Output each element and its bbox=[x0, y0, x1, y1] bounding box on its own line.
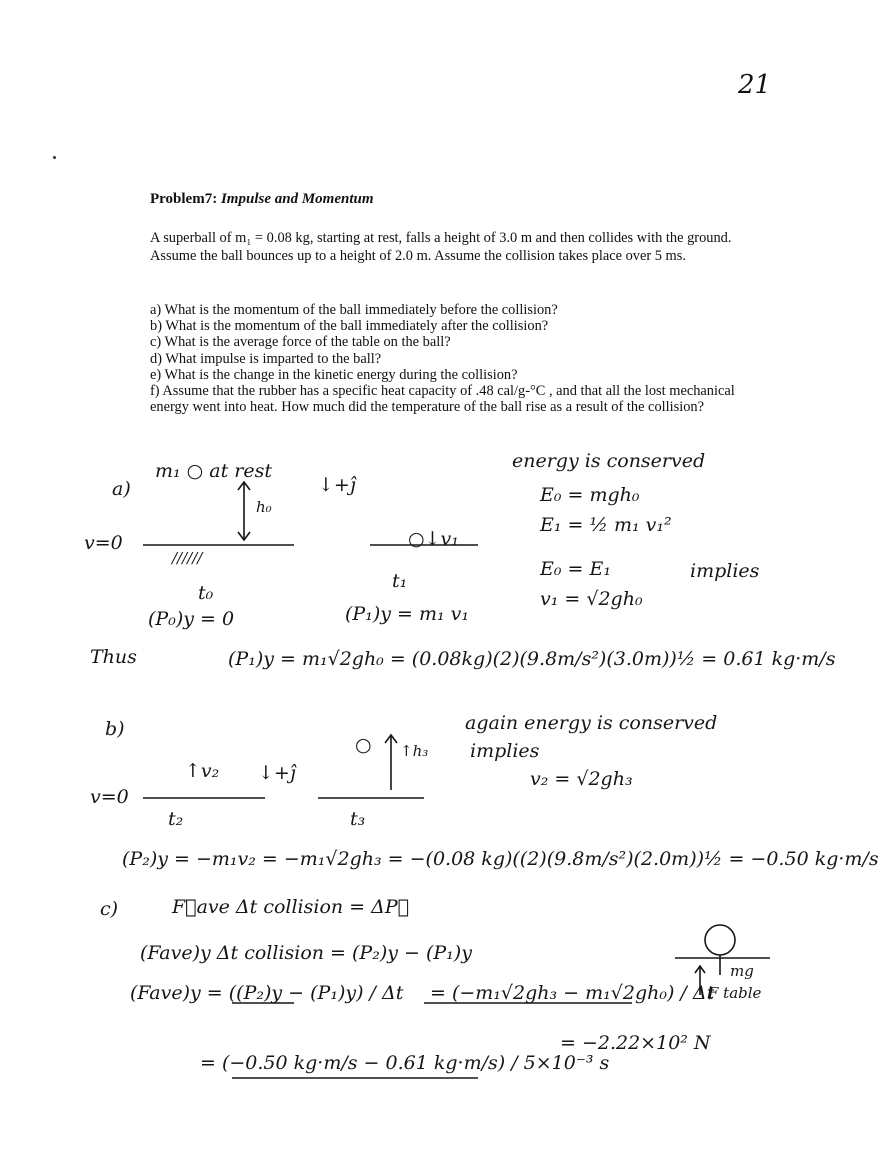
mass-at-rest: m₁ ○ at rest bbox=[155, 460, 273, 482]
velocity-v1-eq: v₁ = √2gh₀ bbox=[540, 588, 643, 610]
thus-label: Thus bbox=[90, 646, 137, 668]
problem-number: 7: bbox=[204, 191, 218, 207]
impulse-y-component: (Fave)y Δt collision = (P₂)y − (P₁)y bbox=[140, 942, 472, 964]
solution-b-label: b) bbox=[105, 718, 125, 740]
page-number: 21 bbox=[738, 70, 772, 100]
energy-e1: E₁ = ½ m₁ v₁² bbox=[540, 514, 672, 536]
time-t2: t₂ bbox=[168, 808, 184, 830]
force-formula: (Fave)y = ((P₂)y − (P₁)y) / Δt bbox=[130, 982, 404, 1004]
implies-a: implies bbox=[690, 560, 760, 582]
question-f: f) Assume that the rubber has a specific heat capacity of .48 cal/g-°C , and that all the lost mechanical energy went into heat. How much did the temperature of the ball rise as a result of the collision? bbox=[150, 383, 735, 416]
problem-label: Problem bbox=[150, 191, 205, 207]
energy-e0: E₀ = mgh₀ bbox=[540, 484, 640, 506]
ball-top-b: ○ bbox=[355, 734, 372, 756]
axis-label-b: ↓+ĵ bbox=[258, 762, 296, 784]
question-b: b) What is the momentum of the ball immediately after the collision? bbox=[150, 318, 549, 335]
force-formula-sub: = (−m₁√2gh₃ − m₁√2gh₀) / Δt bbox=[430, 982, 715, 1004]
problem-topic: Impulse and Momentum bbox=[220, 191, 374, 207]
question-d: d) What impulse is imparted to the ball? bbox=[150, 350, 382, 367]
problem-statement: A superball of m₁ = 0.08 kg, starting at rest, falls a height of 3.0 m and then collides with the ground. Assume the ball bounces up to a height of 2.0 m. Assume the collision takes place over 5 ms. bbox=[150, 230, 732, 264]
ball-velocity-v2: ↑v₂ bbox=[185, 760, 220, 782]
solution-a-label: a) bbox=[112, 478, 131, 500]
fbd-ball bbox=[705, 925, 735, 955]
momentum-p1: (P₁)y = m₁ v₁ bbox=[345, 603, 469, 625]
time-t1: t₁ bbox=[392, 570, 408, 592]
velocity-v2-eq: v₂ = √2gh₃ bbox=[530, 768, 633, 790]
answer-c: = −2.22×10² N bbox=[560, 1032, 711, 1054]
question-c: c) What is the average force of the table on the ball? bbox=[150, 334, 451, 351]
energy-equality: E₀ = E₁ bbox=[540, 558, 611, 580]
axis-label-a: ↓+ĵ bbox=[318, 474, 356, 496]
energy-conserved-note-a: energy is conserved bbox=[512, 450, 706, 472]
question-e: e) What is the change in the kinetic energy during the collision? bbox=[150, 366, 518, 383]
initial-velocity-a: v=0 bbox=[84, 532, 123, 554]
force-numeric: = (−0.50 kg·m/s − 0.61 kg·m/s) / 5×10⁻³ s bbox=[200, 1052, 610, 1074]
energy-conserved-note-b: again energy is conserved bbox=[465, 712, 718, 734]
implies-b: implies bbox=[470, 740, 540, 762]
question-a: a) What is the momentum of the ball immediately before the collision? bbox=[150, 302, 558, 318]
answer-b: (P₂)y = −m₁v₂ = −m₁√2gh₃ = −(0.08 kg)((2)(9.8m/s²)(2.0m))½ = −0.50 kg·m/s bbox=[122, 848, 879, 870]
time-t0: t₀ bbox=[198, 582, 214, 604]
fbd-table-force-label: F table bbox=[708, 984, 762, 1002]
fbd-weight-label: mg bbox=[730, 962, 754, 980]
ground-hatch: ////// bbox=[172, 549, 203, 567]
answer-a: (P₁)y = m₁√2gh₀ = (0.08kg)(2)(9.8m/s²)(3.0m))½ = 0.61 kg·m/s bbox=[228, 648, 836, 670]
impulse-definition: F⃗ave Δt collision = ΔP⃗ bbox=[172, 896, 410, 918]
height-h0-label: h₀ bbox=[256, 498, 272, 516]
time-t3: t₃ bbox=[350, 808, 366, 830]
initial-velocity-b: v=0 bbox=[90, 786, 129, 808]
height-h3-label: ↑h₃ bbox=[400, 742, 429, 760]
momentum-p0: (P₀)y = 0 bbox=[148, 608, 235, 630]
ball-velocity-v1: ○↓v₁ bbox=[408, 528, 459, 550]
solution-c-label: c) bbox=[100, 898, 119, 920]
